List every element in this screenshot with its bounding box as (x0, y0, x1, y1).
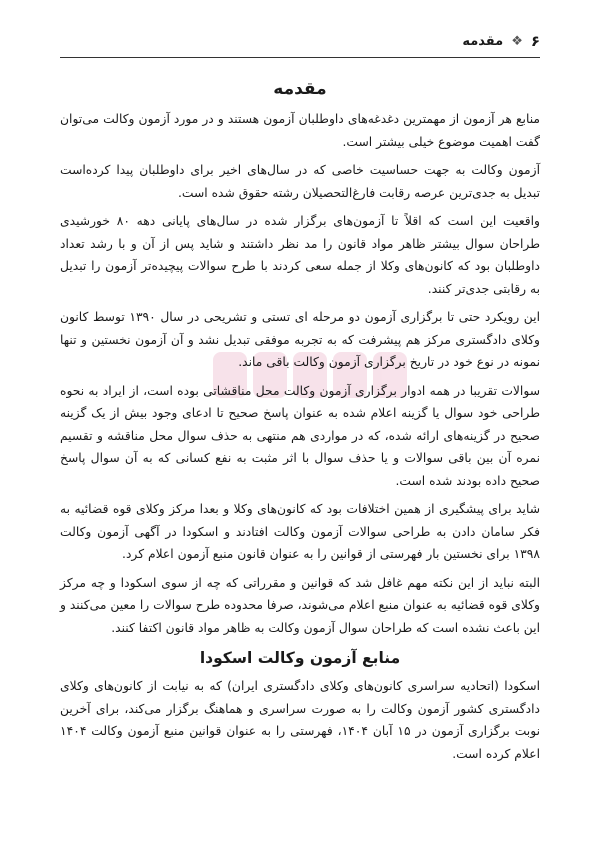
paragraph: آزمون وکالت به جهت حساسیت خاصی که در سال‌های اخیر برای داوطلبان پیدا کرده‌است تبدیل به جدی‌ترین عرصه رقابت فارغ‌التحصیلان رشته حقوق شده است. (60, 163, 540, 200)
paragraph: شاید برای پیشگیری از همین اختلافات بود که کانون‌های وکلا و بعدا مرکز وکلای قوه قضائیه به فکر سامان دادن به طراحی سوالات آزمون وکالت افتادند و اسکودا در آگهی آزمون وکالت ۱۳۹۸ برای نخستین بار فهرستی از قوانین را به عنوان قانون منبع آزمون اعلام کرد. (60, 502, 540, 561)
paragraph: البته نباید از این نکته مهم غافل شد که قوانین و مقرراتی که چه از سوی اسکودا و چه مرکز وکلای قوه قضائیه به عنوان منبع اعلام می‌شوند، صرفا محدوده طرح سوالات را معین می‌کنند و این باعث نشده است که طراحان سوال آزمون وکالت به ظاهر مواد قانون اکتفا کنند. (60, 575, 540, 635)
paragraph: این رویکرد حتی تا برگزاری آزمون دو مرحله ای تستی و تشریحی در سال ۱۳۹۰ توسط کانون وکلای دادگستری مرکز هم پیشرفت که به تجربه موفقی تبدیل نشد و آن آزمون نخستین و تنها نمونه در نوع خود در تاریخ برگزاری آزمون وکالت باقی ماند. (60, 310, 540, 369)
header-divider (60, 57, 540, 58)
diamond-ornament-icon: ❖ (511, 33, 523, 49)
paragraph: واقعیت این است که اقلاً تا آزمون‌های برگزار شده در سال‌های پایانی دهه ۸۰ خورشیدی طراحان سوال بیشتر ظاهر مواد قانون را مد نظر داشتند و شاید پس از آن و با رشد تعداد داوطلبان بود که کانون‌های وکلا از جمله سعی کردند با طرح سوالات پیچیده‌تر آزمون را تبدیل به رقابتی جدی‌تر کنند. (60, 214, 540, 296)
page-content (60, 72, 540, 771)
running-header (60, 28, 540, 54)
paragraph: منابع هر آزمون از مهمترین دغدغه‌های داوطلبان آزمون هستند و در مورد آزمون وکالت می‌توان گفت اهمیت موضوع خیلی بیشتر است. (60, 112, 540, 149)
paragraph: سوالات تقریبا در همه ادوار برگزاری آزمون وکالت محل مناقشاتی بوده است، از ایراد به نحوه طراحی خود سوال یا گزینه اعلام شده به عنوان پاسخ صحیح تا ادعای وجود بیش از یک گزینه صحیح در گزینه‌های ارائه شده، که در مواردی هم منتهی به حذف سوال محل مناقشه و تقسیم نمره آن بین باقی سوالات و یا حذف سوال با اثر مثبت به نفع کسانی که به آن سوال پاسخ صحیح داده بودند شده است. (60, 383, 540, 488)
page-number: ۶ (530, 32, 540, 50)
section-heading: منابع آزمون وکالت اسکودا (199, 649, 401, 667)
paragraph: اسکودا (اتحادیه سراسری کانون‌های وکلای دادگستری ایران) که به نیابت از کانون‌های وکلای دادگستری کشور آزمون وکالت را به صورت سراسری و هماهنگ برگزار می‌کند، برای آخرین نوبت برگزاری آزمون در ۱۵ آبان ۱۴۰۴، فهرستی را به عنوان قوانین منبع آزمون وکالت ۱۴۰۴ اعلام کرده است. (60, 679, 540, 761)
page-title: مقدمه (273, 79, 327, 99)
section-title: مقدمه (462, 33, 504, 49)
